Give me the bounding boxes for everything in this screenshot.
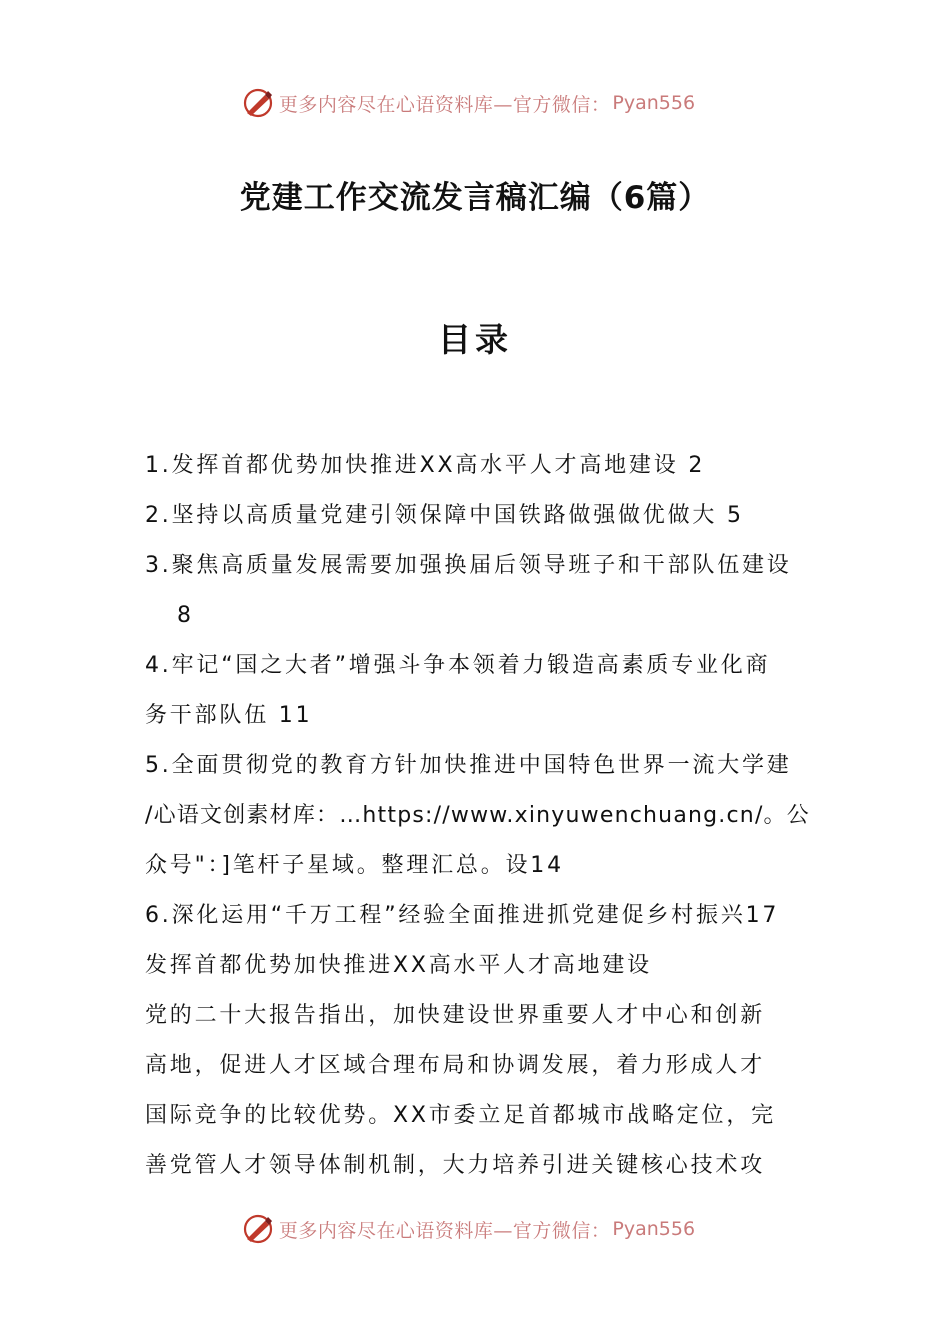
banner-wechat-id: Pyan556: [612, 1218, 696, 1240]
text-line: 众号"：]笔杆子星域。整理汇总。设14: [145, 853, 564, 878]
text-line: 3.聚焦高质量发展需要加强换届后领导班子和干部队伍建设: [145, 553, 792, 578]
text-line: 高地，促进人才区域合理布局和协调发展，着力形成人才: [145, 1053, 766, 1078]
text-line: 务干部队伍 11: [145, 703, 313, 728]
text-line: 发挥首都优势加快推进XX高水平人才高地建设: [145, 953, 652, 978]
toc-heading: 目录: [438, 320, 512, 359]
text-line: 8: [177, 603, 190, 628]
text-line: 2.坚持以高质量党建引领保障中国铁路做强做优做大 5: [145, 503, 744, 528]
text-line: 国际竞争的比较优势。XX市委立足首都城市战略定位，完: [145, 1103, 776, 1128]
document-title: 党建工作交流发言稿汇编（6篇）: [239, 180, 711, 216]
pen-circle-logo-icon: [241, 86, 275, 120]
text-line: 1.发挥首都优势加快推进XX高水平人才高地建设 2: [145, 453, 706, 478]
text-line: 5.全面贯彻党的教育方针加快推进中国特色世界一流大学建: [145, 753, 792, 778]
footer-banner: [0, 1209, 950, 1249]
text-line: 4.牢记“国之大者”增强斗争本领着力锻造高素质专业化商: [145, 653, 771, 678]
text-line: /心语文创素材库：…https://www.xinyuwenchuang.cn/。公: [145, 803, 810, 828]
document-body: [145, 441, 810, 1191]
text-line: 善党管人才领导体制机制，大力培养引进关键核心技术攻: [145, 1153, 766, 1178]
header-banner: [0, 83, 950, 123]
banner-text: 更多内容尽在心语资料库—官方微信：: [278, 1219, 611, 1242]
banner-wechat-id: Pyan556: [612, 92, 696, 114]
banner-text: 更多内容尽在心语资料库—官方微信：: [278, 93, 611, 116]
pen-circle-logo-icon: [241, 1212, 275, 1246]
text-line: 党的二十大报告指出，加快建设世界重要人才中心和创新: [145, 1003, 766, 1028]
text-line: 6.深化运用“千万工程”经验全面推进抓党建促乡村振兴17: [145, 903, 780, 928]
